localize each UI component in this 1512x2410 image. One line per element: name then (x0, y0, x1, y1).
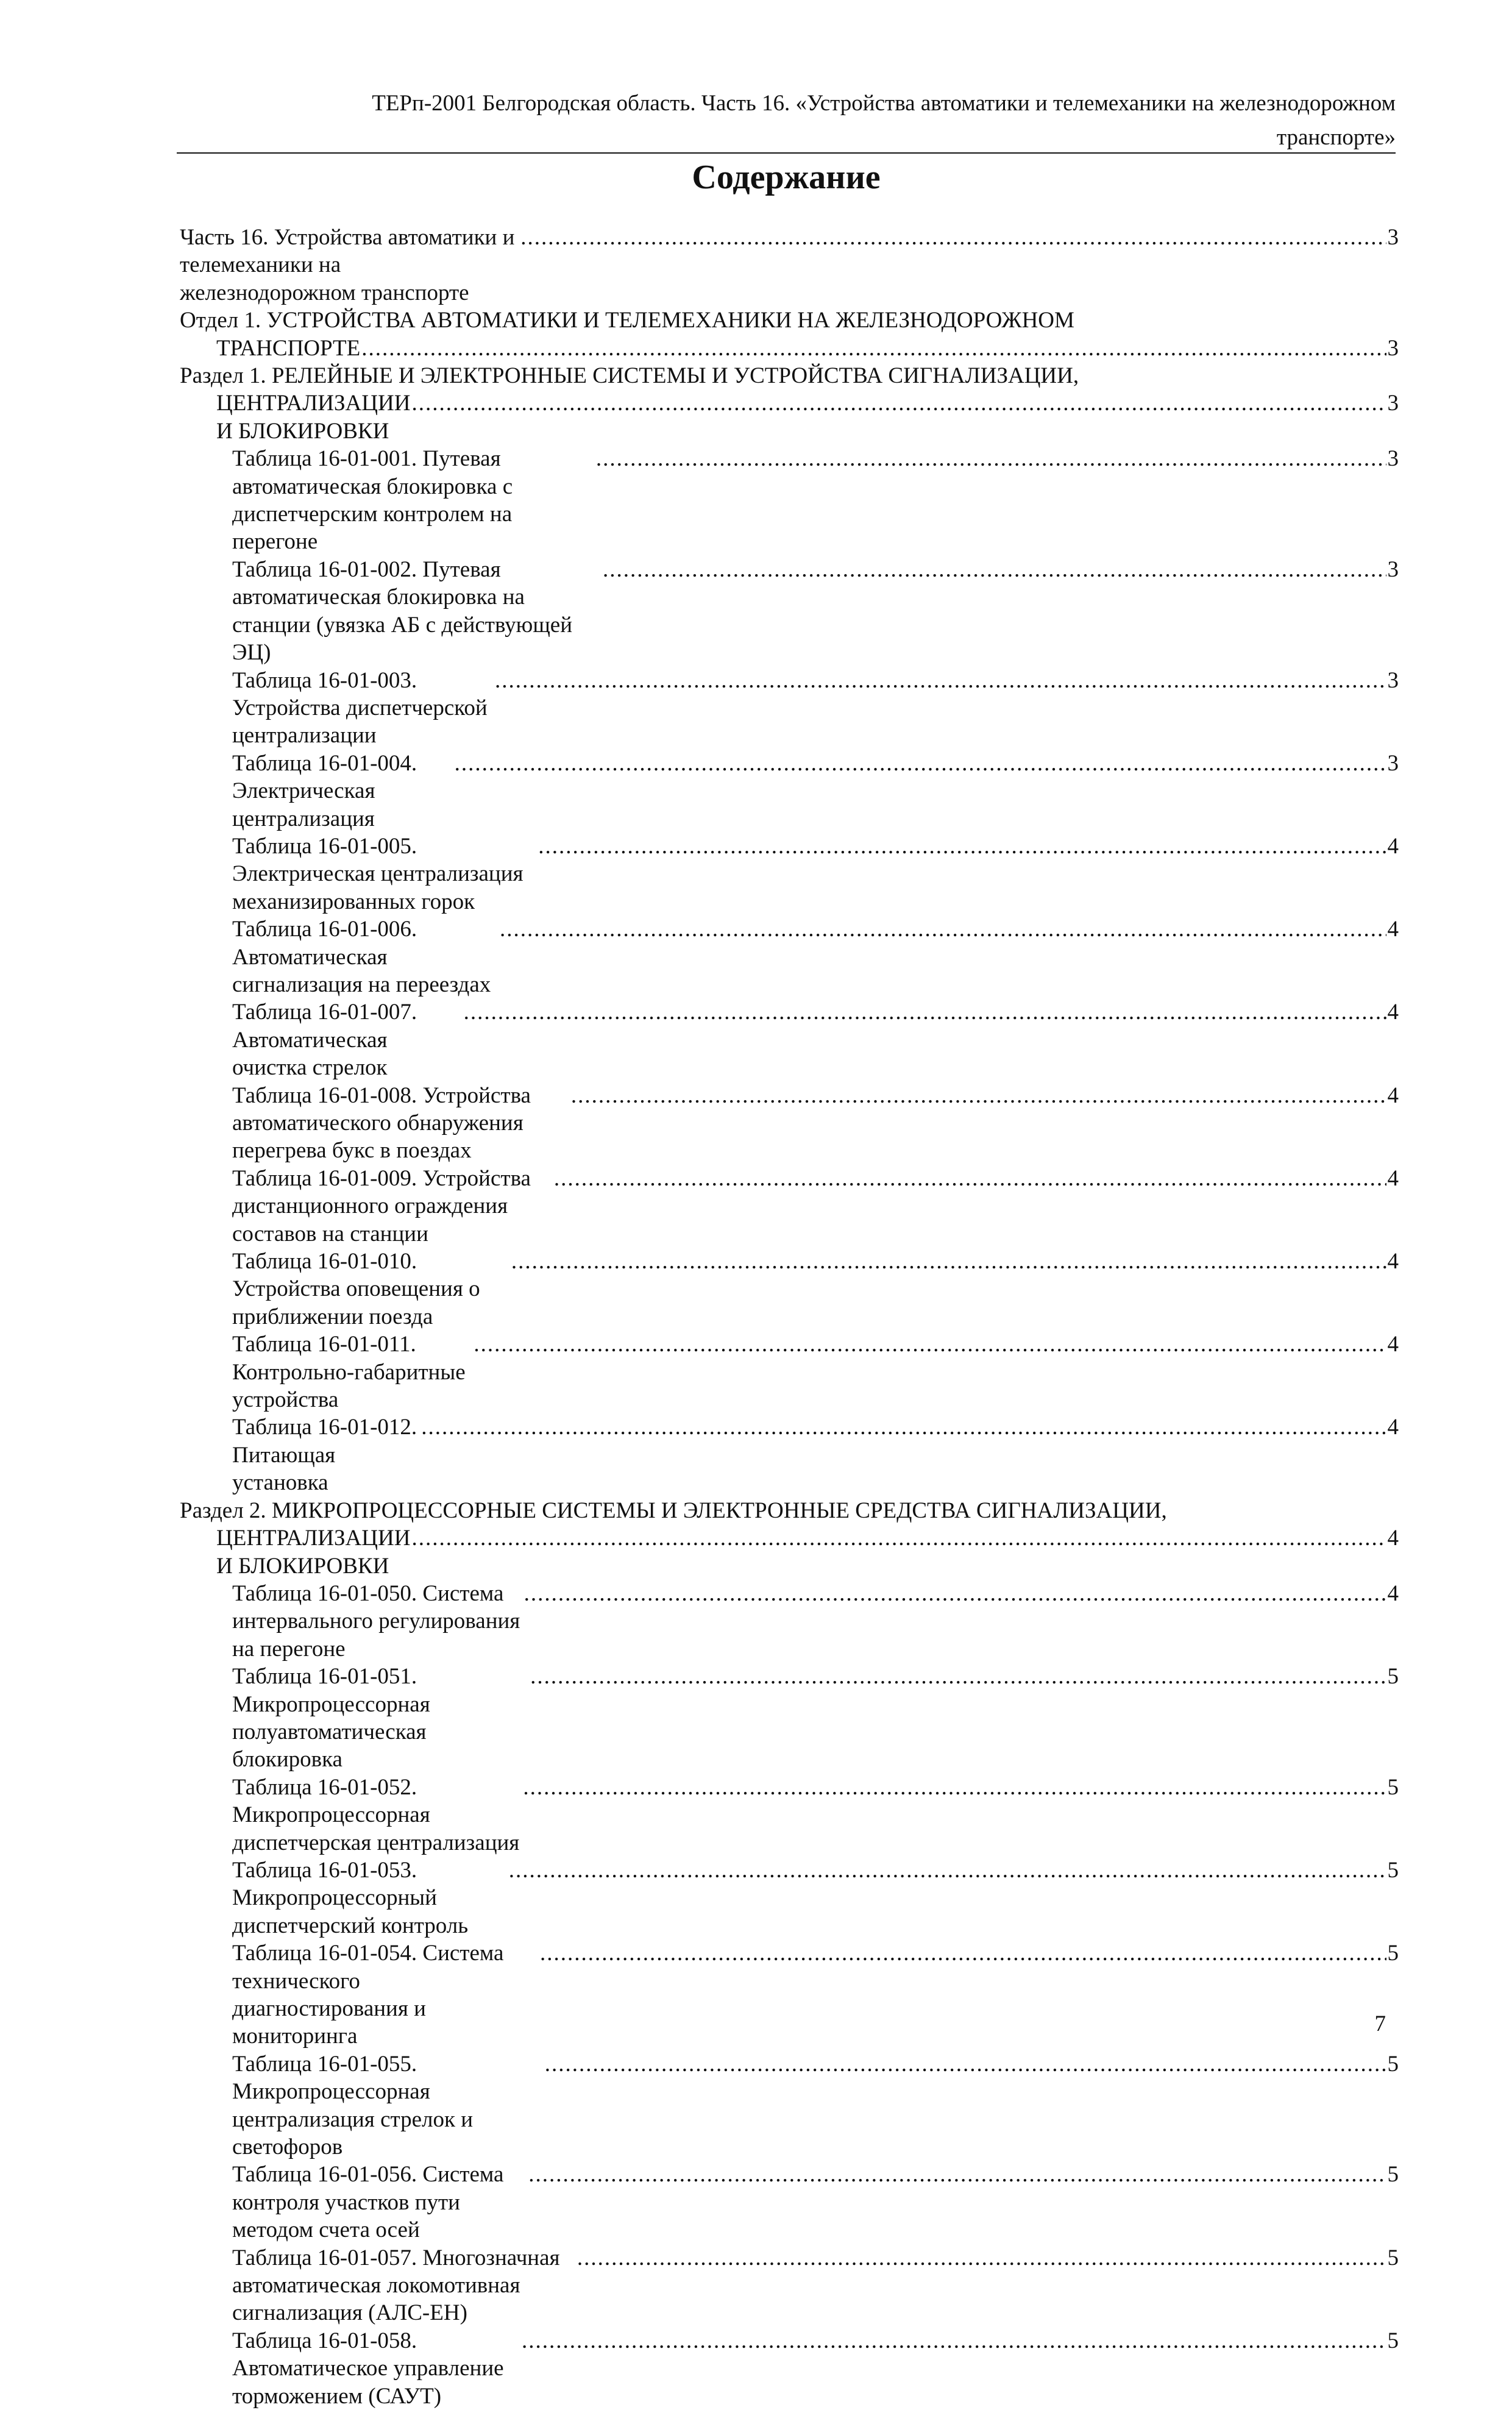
toc-entry-title: ЦЕНТРАЛИЗАЦИИ И БЛОКИРОВКИ (216, 1524, 410, 1580)
toc-table-entry[interactable] (180, 2161, 1399, 2244)
dot-leader (538, 833, 1386, 860)
toc-entry-title: Таблица 16-01-001. Путевая автоматическая блокировка с диспетчерским контролем на перегоне (232, 445, 595, 556)
toc-table-entry[interactable] (180, 1580, 1399, 1663)
toc-table-entry[interactable] (180, 915, 1399, 998)
dot-leader (523, 1774, 1386, 1801)
dot-leader (500, 915, 1386, 943)
dot-leader (464, 998, 1386, 1026)
page-number: 7 (1374, 2011, 1386, 2036)
toc-entry-title: ТРАНСПОРТЕ (216, 335, 360, 362)
dot-leader (545, 2050, 1386, 2078)
dot-leader (571, 1082, 1386, 1109)
toc-page-number: 3 (1388, 556, 1399, 583)
toc-division-entry[interactable] (180, 307, 1399, 362)
toc-entry-title: Таблица 16-01-006. Автоматическая сигнализация на переездах (232, 915, 499, 998)
toc-page-number: 5 (1388, 2244, 1399, 2272)
dot-leader (528, 2161, 1386, 2188)
dot-leader (474, 1331, 1386, 1358)
dot-leader (520, 224, 1386, 251)
toc-entry-title: Таблица 16-01-008. Устройства автоматического обнаружения перегрева букс в поездах (232, 1082, 570, 1165)
toc-table-entry[interactable] (180, 1663, 1399, 1774)
toc-page-number: 3 (1388, 389, 1399, 417)
toc-page-number: 3 (1388, 750, 1399, 777)
toc-page-number: 3 (1388, 667, 1399, 694)
toc-entry-title: Таблица 16-01-010. Устройства оповещения о приближении поезда (232, 1248, 510, 1331)
toc-title: Содержание (692, 158, 881, 196)
running-header-line-1: ТЕРп-2001 Белгородская область. Часть 16. «Устройства автоматики и телемеханики на железнодорожном (372, 91, 1396, 116)
toc-entry-heading: Отдел 1. УСТРОЙСТВА АВТОМАТИКИ И ТЕЛЕМЕХАНИКИ НА ЖЕЛЕЗНОДОРОЖНОМ (180, 308, 1074, 333)
toc-page-number: 4 (1388, 1248, 1399, 1275)
toc-table-entry[interactable] (180, 998, 1399, 1081)
toc-entry-title: Таблица 16-01-051. Микропроцессорная полуавтоматическая блокировка (232, 1663, 529, 1774)
toc-entry-title: Таблица 16-01-002. Путевая автоматическая блокировка на станции (увязка АБ с действующей ЭЦ) (232, 556, 602, 667)
toc-table-entry[interactable] (180, 1331, 1399, 1413)
toc-page-number: 4 (1388, 1165, 1399, 1192)
toc-page-number: 3 (1388, 445, 1399, 472)
toc-page-number: 4 (1388, 1413, 1399, 1441)
dot-leader (495, 667, 1386, 694)
dot-leader (554, 1165, 1386, 1192)
toc-entry-title: Таблица 16-01-055. Микропроцессорная централизация стрелок и светофоров (232, 2050, 544, 2161)
toc-page-number: 5 (1388, 2050, 1399, 2078)
toc-table-entry[interactable] (180, 1413, 1399, 1496)
toc-page-number: 4 (1388, 1524, 1399, 1552)
toc-table-entry[interactable] (180, 556, 1399, 667)
dot-leader (540, 1939, 1386, 1967)
toc-entry-title: Таблица 16-01-054. Система технического диагностирования и мониторинга (232, 1939, 539, 2050)
toc-entry-title: Таблица 16-01-009. Устройства дистанционного ограждения составов на станции (232, 1165, 553, 1248)
toc-entry-title: Таблица 16-01-053. Микропроцессорный диспетчерский контроль (232, 1857, 508, 1939)
dot-leader (361, 335, 1386, 362)
toc-entry-title: Таблица 16-01-011. Контрольно-габаритные устройства (232, 1331, 472, 1413)
dot-leader (509, 1857, 1386, 1884)
toc-table-entry[interactable] (180, 667, 1399, 750)
toc-page-number: 4 (1388, 915, 1399, 943)
toc-page-number: 4 (1388, 1331, 1399, 1358)
toc-entry-title: Таблица 16-01-050. Система интервального регулирования на перегоне (232, 1580, 523, 1663)
toc-page-number: 4 (1388, 833, 1399, 860)
toc-entry-title: Таблица 16-01-003. Устройства диспетчерской централизации (232, 667, 494, 750)
toc-entry-title: Часть 16. Устройства автоматики и телемеханики на железнодорожном транспорте (180, 224, 519, 307)
toc-entry-title: Таблица 16-01-057. Многозначная автоматическая локомотивная сигнализация (АЛС-ЕН) (232, 2244, 576, 2327)
toc-page-number: 4 (1388, 1082, 1399, 1109)
dot-leader (421, 1413, 1386, 1441)
toc-table-entry[interactable] (180, 1857, 1399, 1939)
dot-leader (455, 750, 1386, 777)
toc-page-number: 3 (1388, 335, 1399, 362)
toc-table-entry[interactable] (180, 1082, 1399, 1165)
toc-table-entry[interactable] (180, 1939, 1399, 2050)
toc-entry-title: Таблица 16-01-007. Автоматическая очистка стрелок (232, 998, 463, 1081)
toc-table-entry[interactable] (180, 833, 1399, 915)
toc-table-entry[interactable] (180, 2244, 1399, 2327)
toc-entry-title: Таблица 16-01-005. Электрическая централизация механизированных горок (232, 833, 537, 915)
dot-leader (522, 2327, 1386, 2355)
toc-table-entry[interactable] (180, 1248, 1399, 1331)
toc-page-number: 4 (1387, 1580, 1399, 1607)
header-rule (177, 152, 1396, 154)
running-header (177, 87, 1396, 155)
toc-page-number: 5 (1388, 2161, 1399, 2188)
toc-entry-title: Таблица 16-01-004. Электрическая централизация (232, 750, 453, 833)
dot-leader (511, 1248, 1386, 1275)
dot-leader (411, 389, 1386, 417)
toc-entry-title: ЦЕНТРАЛИЗАЦИИ И БЛОКИРОВКИ (216, 389, 410, 445)
toc-page-number: 5 (1388, 1857, 1399, 1884)
dot-leader (524, 1580, 1386, 1607)
toc-page-number: 4 (1388, 998, 1399, 1026)
dot-leader (596, 445, 1386, 472)
toc-part-entry[interactable] (180, 224, 1399, 307)
toc-section-entry[interactable] (180, 1497, 1399, 1580)
toc-entry-title: Таблица 16-01-058. Автоматическое управление торможением (САУТ) (232, 2327, 520, 2410)
toc-entry-title: Таблица 16-01-012. Питающая установка (232, 1413, 420, 1496)
toc-table-entry[interactable] (180, 445, 1399, 556)
dot-leader (603, 556, 1386, 583)
toc-page-number: 5 (1388, 1939, 1399, 1967)
toc-table-entry[interactable] (180, 750, 1399, 833)
toc-table-entry[interactable] (180, 1774, 1399, 1857)
running-header-line-2: транспорте» (1276, 125, 1396, 150)
dot-leader (577, 2244, 1386, 2272)
toc-table-entry[interactable] (180, 1165, 1399, 1248)
toc-table-entry[interactable] (180, 2327, 1399, 2410)
toc-entry-title: Таблица 16-01-056. Система контроля участков пути методом счета осей (232, 2161, 527, 2244)
toc-entry-heading: Раздел 2. МИКРОПРОЦЕССОРНЫЕ СИСТЕМЫ И ЭЛЕКТРОННЫЕ СРЕДСТВА СИГНАЛИЗАЦИИ, (180, 1498, 1167, 1523)
toc-entry-heading: Раздел 1. РЕЛЕЙНЫЕ И ЭЛЕКТРОННЫЕ СИСТЕМЫ И УСТРОЙСТВА СИГНАЛИЗАЦИИ, (180, 363, 1079, 389)
toc-page-number: 3 (1388, 224, 1399, 251)
toc-page-number: 5 (1388, 2327, 1399, 2355)
toc-page-number: 5 (1388, 1663, 1399, 1690)
toc-table-entry[interactable] (180, 2050, 1399, 2161)
dot-leader (530, 1663, 1386, 1690)
toc-section-entry[interactable] (180, 362, 1399, 445)
toc-page-number: 5 (1388, 1774, 1399, 1801)
toc-entry-title: Таблица 16-01-052. Микропроцессорная диспетчерская централизация (232, 1774, 522, 1857)
table-of-contents (180, 224, 1399, 2410)
dot-leader (411, 1524, 1386, 1552)
